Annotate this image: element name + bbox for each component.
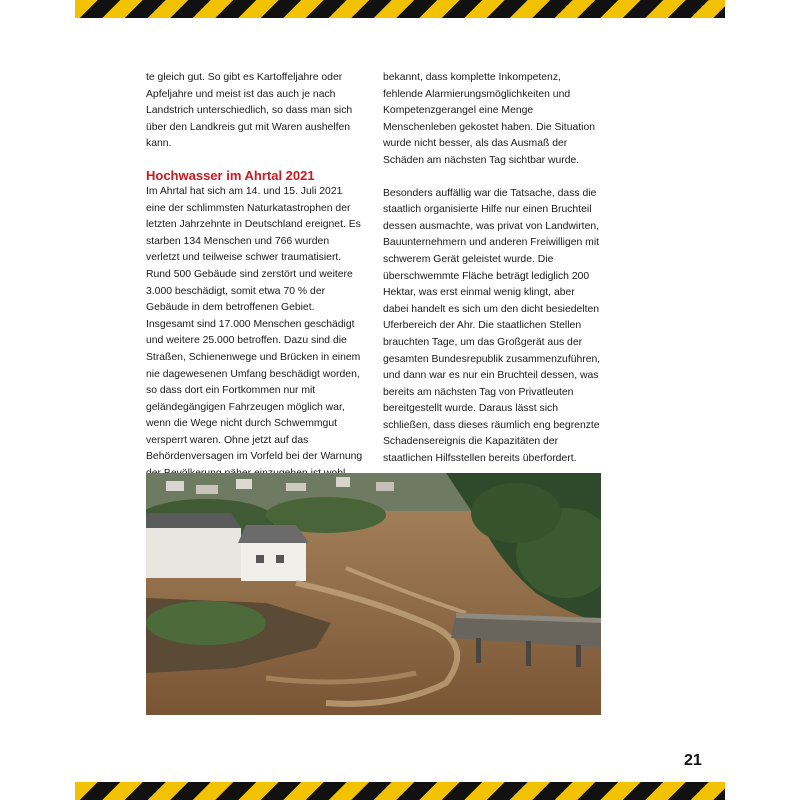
left-column — [146, 70, 364, 499]
hazard-stripe-bottom — [75, 782, 725, 800]
right-paragraph-2: Besonders auffällig war die Tatsache, dass die staatlich organisierte Hilfe nur einen Bruchteil dessen ausmachte, was privat von Landwirten, Bauunternehmern und anderen Freiwilligen mit schwerem Gerät geleistet wurde. Die überschwemmte Fläche beträgt lediglich 200 Hektar, was erst einmal wenig klingt, aber dabei handelt es sich um den dicht besiedelten Uferbereich der Ahr. Die staatlichen Stellen brauchten Tage, um das Großgerät aus der gesamten Bundesrepublik zusammenzuführen, und dann war es nur ein Bruchteil dessen, was bereits am nächsten Tag von Privatleuten bereitgestellt wurde. Daraus lässt sich schließen, dass dieses räumlich eng begrenzte Schadensereignis die Kapazitäten der staatlichen Hilfsstellen bereits überfordert. — [383, 187, 601, 465]
section-heading: Hochwasser im Ahrtal 2021 — [146, 167, 315, 183]
body-paragraph: Im Ahrtal hat sich am 14. und 15. Juli 2021 eine der schlimmsten Naturkatastrophen der letzten Jahrzehnte in Deutschland ereignet. Es starben 134 Menschen und 766 wurden verletzt und teilweise schwer traumatisiert. Rund 500 Gebäude sind zerstört und weitere 3.000 beschädigt, somit etwa 70 % der Gebäude in dem betroffenen Gebiet. Insgesamt sind 17.000 Menschen geschädigt und weitere 25.000 betroffen. Dazu sind die Straßen, Schienenwege und Brücken in einem nie dagewesenen Umfang beschädigt worden, so dass dort ein Fortkommen nur mit geländegängigen Fahrzeugen möglich war, wenn die Wege nicht durch Schwemmgut versperrt waren. Ohne jetzt auf das Behördenversagen im Vorfeld bei der Warnung — [146, 185, 363, 463]
hazard-stripe-top — [75, 0, 725, 18]
right-paragraph-1: bekannt, dass komplette Inkompetenz, fehlende Alarmierungsmöglichkeiten und Kompetenzgerangel eine Menge Menschenleben gekostet haben. Die Situation wurde nicht besser, als das Ausmaß der Schäden am nächsten Tag sichtbar wurde. — [383, 72, 595, 166]
right-column — [383, 70, 601, 468]
flood-photo-illustration — [146, 473, 601, 715]
intro-paragraph: te gleich gut. So gibt es Kartoffeljahre oder Apfeljahre und meist ist das auch je nach Landstrich unterschiedlich, so dass man sich über den Landkreis gut mit Waren aushelfen kann. — [146, 72, 353, 150]
flood-photo — [146, 473, 601, 715]
page-number: 21 — [684, 752, 702, 769]
